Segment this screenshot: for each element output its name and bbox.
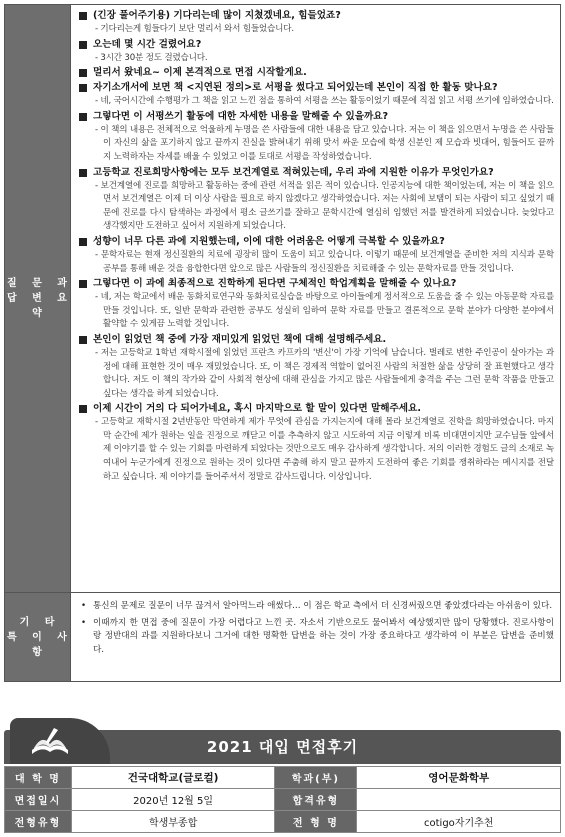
track-type-label: 전형유형 bbox=[5, 811, 72, 833]
notes-section bbox=[5, 593, 560, 681]
qa-item bbox=[79, 9, 554, 37]
qa-list bbox=[71, 5, 560, 592]
answer: - 3시간 30분 정도 걸렸습니다. bbox=[95, 52, 208, 63]
square-bullet-icon bbox=[79, 69, 87, 77]
notes-section-label bbox=[5, 593, 71, 681]
answer: - 기다리는게 힘들다기 보단 멀리서 와서 힘들었습니다. bbox=[95, 24, 294, 34]
track-name-value: cotigo자기추천 bbox=[357, 811, 561, 833]
qa-item bbox=[79, 166, 554, 234]
qa-item bbox=[79, 110, 554, 165]
square-bullet-icon bbox=[79, 405, 87, 413]
answer: - 네, 저는 학교에서 배운 동화치료연구와 동화치료실습을 바탕으로 아이들에게 정서적으로 도움을 줄 수 있는 아동문학 자료를 만들 것입니다. 또, 일반 문학과 관련한 공부도 성실히 임하여 문학 자료를 만들고 결론적으로 문학 분야가 다양한 분야에서 활약할 수 있게끔 노력할 것입니다. bbox=[95, 292, 554, 330]
track-name-label: 전 형 명 bbox=[275, 811, 357, 833]
qa-item bbox=[79, 38, 554, 66]
university-label: 대 학 명 bbox=[5, 767, 72, 789]
admission-info-table bbox=[4, 766, 561, 833]
square-bullet-icon bbox=[79, 280, 87, 288]
answer: - 문학자료는 현재 정신질환의 치료에 굉장히 많이 도움이 되고 있습니다. 이렇기 때문에 보건계열을 준비한 저의 지식과 문학공부를 통해 배운 것을 융합한다면 앞으로 많은 사람들의 정신질환을 치료해줄 수 있는 문학자료를 만들 것입니다. bbox=[95, 249, 554, 274]
question: (긴장 풀어주기용) 기다리는데 많이 지쳤겠네요, 힘들었죠? bbox=[79, 9, 554, 23]
answer: - 고등학교 재학시절 2년반동안 막연하게 제가 무엇에 관심을 가지는지에 대해 몰라 보건계열로 진학을 희망하였습니다. 마지막 순간에 제가 원하는 일을 진정으로 깨닫고 이를 추측하지 않고 시도하여 지금 이렇게 비록 비대면이지만 교수님들 앞에서 제 이야기를 할 수 있는 기회를 마련하게 되었다는 것만으로도 매우 감사하게 생각합니다. 저의 이러한 경험도 글의 소재로 녹여내어 누군가에게 진정으로 원하는 것이 있다면 주춤해 하지 말고 끝까지 도전하여 좋은 기회를 쟁취하라는 메시지를 전달하고 싶습니다. 제 이야기를 들어주셔서 정말로 감사드립니다. 이상입니다. bbox=[95, 417, 554, 482]
bullet-dot-icon: • bbox=[81, 617, 87, 628]
notes-label-line2: 특 이 사 항 bbox=[7, 631, 68, 658]
note-item: • 이때까지 한 면접 중에 질문이 가장 어렵다고 느낀 곳. 자소서 기반으로도 물어봐서 예상했지만 많이 당황했다. 진로사항이랑 정반대의 과를 지원하다보니 그거에 대한 명확한 답변을 하는 것이 가장 중요하다고 생각하여 이 부분은 답변을 준비했다. bbox=[81, 617, 554, 655]
qa-section bbox=[5, 5, 560, 593]
review-banner bbox=[4, 730, 561, 764]
question: 본인이 읽었던 책 중에 가장 재미있게 읽었던 책에 대해 설명해주세요. bbox=[79, 333, 554, 347]
info-row bbox=[5, 789, 561, 811]
square-bullet-icon bbox=[79, 169, 87, 177]
pass-type-value bbox=[357, 789, 561, 811]
question: 오는데 몇 시간 걸렸어요? bbox=[79, 38, 554, 52]
info-row bbox=[5, 767, 561, 789]
square-bullet-icon bbox=[79, 41, 87, 49]
department-label: 학과(부) bbox=[275, 767, 357, 789]
date-label: 면접일시 bbox=[5, 789, 72, 811]
answer: - 저는 고등학교 1학년 재학시절에 읽었던 프란츠 카프카의 '변신'이 가장 기억에 남습니다. 벌레로 변한 주인공이 살아가는 과정에 대해 표현한 것이 매우 재밌었습니다. 또, 이 책은 경제적 역할이 없어진 사람의 처절한 삶을 상당히 잘 표현했다고 생각합니다. 저도 이 책의 작가와 같이 사회적 현상에 대해 관심을 가지고 많은 사람들에게 충격을 주는 그런 문학 작품을 만들고 싶다는 생각을 하게 되었습니다. bbox=[95, 347, 554, 399]
qa-item bbox=[79, 81, 554, 109]
question: 고등학교 진로희망사항에는 모두 보건계열로 적혀있는데, 우리 과에 지원한 이유가 무엇인가요? bbox=[79, 166, 554, 180]
university-value: 건국대학교(글로컬) bbox=[71, 767, 275, 789]
question: 그렇다면 이 서평쓰기 활동에 대한 자세한 내용을 말해줄 수 있을까요? bbox=[79, 110, 554, 124]
qa-item bbox=[79, 402, 554, 484]
qa-label-line2: 답 변 요 약 bbox=[7, 293, 68, 319]
square-bullet-icon bbox=[79, 336, 87, 344]
qa-item bbox=[79, 235, 554, 276]
square-bullet-icon bbox=[79, 238, 87, 246]
bullet-dot-icon: • bbox=[81, 601, 87, 611]
interview-table bbox=[4, 4, 561, 682]
department-value: 영어문화학부 bbox=[357, 767, 561, 789]
notes-label-line1: 기 타 bbox=[19, 616, 56, 628]
square-bullet-icon bbox=[79, 113, 87, 121]
track-type-value: 학생부종합 bbox=[71, 811, 275, 833]
question: 성향이 너무 다른 과에 지원했는데, 이에 대한 어려움은 어떻게 극복할 수 있을까요? bbox=[79, 235, 554, 249]
question: 그렇다면 이 과에 최종적으로 진학하게 된다면 구체적인 학업계획을 말해줄 수 있나요? bbox=[79, 277, 554, 291]
info-row bbox=[5, 811, 561, 833]
qa-item bbox=[79, 66, 554, 80]
answer: - 이 책의 내용은 전체적으로 억울하게 누명을 쓴 사람들에 대한 내용을 담고 있습니다. 저는 이 책을 읽으면서 누명을 쓴 사람들이 자신의 삶을 포기하지 않고 끝까지 진실을 밝혀내기 위해 맞서 싸운 모습에 학생 신분인 제 모습과 빗대어, 힘들어도 끝까지 노력하자는 자세를 배울 수 있었고 이를 토대로 서평을 작성하였습니다. bbox=[95, 124, 554, 162]
qa-item bbox=[79, 333, 554, 401]
notes-list bbox=[71, 593, 560, 681]
answer: - 네, 국어시간에 수행평가 그 책을 읽고 느낀 점을 통하여 서평을 쓰는 활동이었기 때문에 직접 읽고 서평 쓰기에 임하였습니다. bbox=[95, 96, 554, 107]
square-bullet-icon bbox=[79, 12, 87, 20]
question: 자기소개서에 보면 책 <지연된 정의>로 서평을 썼다고 되어있는데 본인이 직접 한 활동 맞나요? bbox=[79, 81, 554, 95]
date-value: 2020년 12월 5일 bbox=[71, 789, 275, 811]
square-bullet-icon bbox=[79, 84, 87, 92]
banner-title: 2021 대입 면접후기 bbox=[206, 738, 359, 756]
qa-label-line1: 질 문 과 bbox=[7, 278, 68, 289]
qa-item bbox=[79, 277, 554, 332]
note-item: • 통신의 문제로 질문이 너무 끊겨서 알아먹느라 애썼다… 이 점은 학교 측에서 더 신경써줬으면 좋았겠다라는 아쉬움이 있다. bbox=[79, 600, 554, 614]
qa-section-label bbox=[5, 5, 71, 592]
answer: - 보건계열에 진로를 희망하고 활동하는 중에 관련 서적을 읽은 적이 있습니다. 인공지능에 대한 책이었는데, 저는 이 책을 읽으면서 보건계열은 이제 더 이상 사람을 필요로 하지 않겠다고 생각하였습니다. 저는 사회에 보탬이 되는 사람이 되고 싶었기 때문에 진로를 다시 탐색하는 과정에서 평소 글쓰기를 잘하고 문학시간에 열심히 임했던 저를 발견하게 되었습니다. 늦었다고 생각했지만 도전하고 싶어서 지원하게 되었습니다. bbox=[95, 180, 554, 232]
question: 멀리서 왔네요~ 이제 본격적으로 면접 시작할게요. bbox=[79, 66, 554, 80]
question: 이제 시간이 거의 다 되어가네요, 혹시 마지막으로 할 말이 있다면 말해주세요. bbox=[79, 402, 554, 416]
pass-type-label: 합격유형 bbox=[275, 789, 357, 811]
